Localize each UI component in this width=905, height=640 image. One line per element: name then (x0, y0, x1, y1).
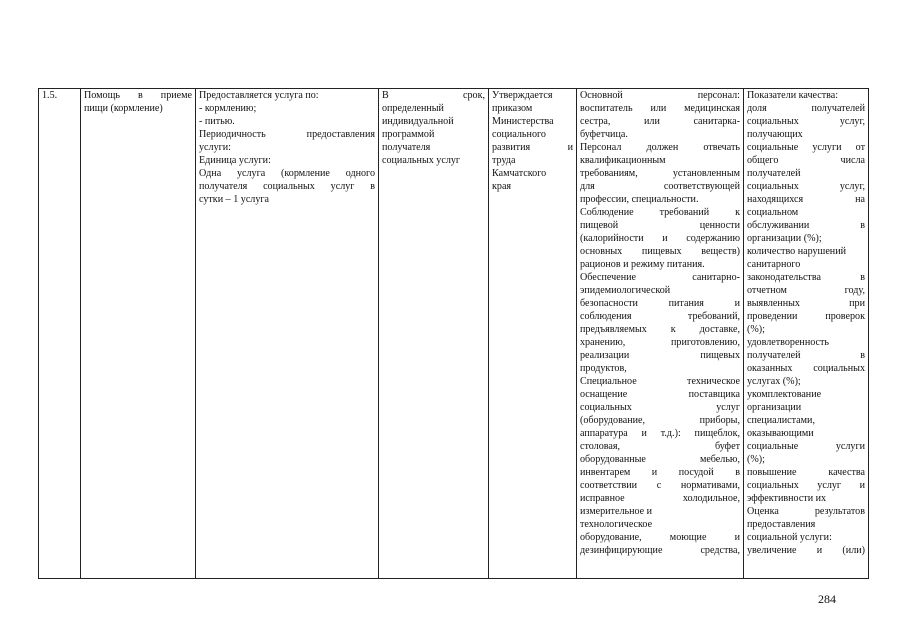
cell-line: эффективности их (747, 493, 827, 504)
cell-line: удовлетворенность (747, 337, 830, 348)
row-number: 1.5. (42, 90, 58, 101)
cell-line: аппаратура и т.д.): пищеблок, (580, 428, 740, 439)
cell-line: Оценка результатов (747, 506, 865, 517)
cell-line: Одна услуга (кормление одного (199, 168, 375, 179)
cell-conditions (577, 89, 744, 579)
cell-line: основных пищевых веществ) (580, 246, 740, 257)
cell-line: доля получателей (747, 103, 865, 114)
cell-line: социальных услуг, (747, 181, 865, 192)
cell-line: - кормлению; (199, 103, 257, 114)
cell-line: определенный (382, 103, 444, 114)
cell-line: реализации пищевых (580, 350, 740, 361)
cell-line: оборудованные мебелью, (580, 454, 740, 465)
cell-line: Камчатского (492, 168, 547, 179)
cell-line: оборудование, моющие и (580, 532, 740, 543)
cell-line: столовая, буфет (580, 441, 740, 452)
cell-line: социальном (747, 207, 799, 218)
cell-line: инвентарем и посудой в (580, 467, 740, 478)
cell-approval (489, 89, 577, 579)
cell-line: социальной услуги: (747, 532, 832, 543)
cell-line: края (492, 181, 512, 192)
cell-line: для соответствующей (580, 181, 740, 192)
cell-line: хранению, приготовлению, (580, 337, 740, 348)
cell-line: требованиям, установленным (580, 168, 740, 179)
cell-line: Помощь в приеме (84, 90, 192, 101)
cell-line: организации (%); (747, 233, 822, 244)
cell-line: социальных услуг (382, 155, 461, 166)
cell-line: воспитатель или медицинская (580, 103, 740, 114)
cell-line: оказанных социальных (747, 363, 865, 374)
cell-line: Основной персонал: (580, 90, 740, 101)
cell-line: соответствии с нормативами, (580, 480, 740, 491)
cell-line: дезинфицирующие средства, (580, 545, 740, 556)
cell-line: Министерства (492, 116, 554, 127)
cell-line: социального (492, 129, 546, 140)
cell-line: приказом (492, 103, 533, 114)
cell-line: Специальное техническое (580, 376, 740, 387)
cell-line: продуктов, (580, 363, 627, 374)
cell-line: организации (747, 402, 802, 413)
cell-line: измерительное и (580, 506, 653, 517)
cell-line: находящихся на (747, 194, 865, 205)
cell-line: услугах (%); (747, 376, 801, 387)
cell-line: Единица услуги: (199, 155, 271, 166)
cell-line: проведении проверок (747, 311, 865, 322)
cell-line: (оборудование, приборы, (580, 415, 740, 426)
cell-line: получателя (382, 142, 431, 153)
cell-line: Персонал должен отвечать (580, 142, 740, 153)
cell-line: санитарного (747, 259, 801, 270)
cell-line: Обеспечение санитарно- (580, 272, 740, 283)
cell-line: получателей (747, 168, 801, 179)
cell-line: пищевой ценности (580, 220, 740, 231)
cell-line: Предоставляется услуга по: (199, 90, 319, 101)
cell-line: (%); (747, 324, 765, 335)
cell-line: общего числа (747, 155, 865, 166)
cell-line: безопасности питания и (580, 298, 740, 309)
cell-line: исправное холодильное, (580, 493, 740, 504)
cell-line: оказывающими (747, 428, 814, 439)
cell-line: социальные услуги от (747, 142, 865, 153)
cell-number (39, 89, 81, 579)
cell-line: отчетном году, (747, 285, 865, 296)
cell-line: (калорийности и содержанию (580, 233, 740, 244)
cell-line: предоставления (747, 519, 816, 530)
cell-line: выявленных при (747, 298, 865, 309)
cell-line: Утверждается (492, 90, 553, 101)
services-table (38, 88, 869, 579)
cell-line: пищи (кормление) (84, 103, 163, 114)
cell-line: соблюдения требований, (580, 311, 740, 322)
cell-line: получателя социальных услуг в (199, 181, 375, 192)
cell-line: обслуживании в (747, 220, 865, 231)
cell-line: развития и (492, 142, 573, 153)
cell-indicators (744, 89, 869, 579)
cell-term (379, 89, 489, 579)
cell-line: Периодичность предоставления (199, 129, 375, 140)
cell-line: социальных услуг, (747, 116, 865, 127)
cell-line: квалификационным (580, 155, 666, 166)
cell-line: эпидемиологической (580, 285, 671, 296)
cell-line: индивидуальной (382, 116, 454, 127)
cell-line: Показатели качества: (747, 90, 839, 101)
cell-line: социальные услуги (747, 441, 865, 452)
cell-line: предъявляемых к доставке, (580, 324, 740, 335)
cell-line: укомплектование (747, 389, 822, 400)
cell-line: повышение качества (747, 467, 865, 478)
cell-line: социальных услуг и (747, 480, 865, 491)
cell-line: получателей в (747, 350, 865, 361)
cell-line: труда (492, 155, 516, 166)
cell-line: сутки – 1 услуга (199, 194, 270, 205)
cell-line: Соблюдение требований к (580, 207, 740, 218)
cell-line: специалистами, (747, 415, 815, 426)
cell-line: профессии, специальности. (580, 194, 699, 205)
cell-line: оснащение поставщика (580, 389, 740, 400)
cell-line: (%); (747, 454, 765, 465)
cell-line: получающих (747, 129, 803, 140)
page-number: 284 (818, 592, 836, 606)
cell-line: В срок, (382, 90, 485, 101)
table-row (39, 89, 869, 579)
cell-line: рационов и режиму питания. (580, 259, 705, 270)
cell-line: законодательства в (747, 272, 865, 283)
cell-line: буфетчица. (580, 129, 628, 140)
cell-line: - питью. (199, 116, 235, 127)
cell-line: технологическое (580, 519, 653, 530)
cell-line: количество нарушений (747, 246, 847, 257)
cell-line: сестра, или санитарка- (580, 116, 740, 127)
cell-line: программой (382, 129, 435, 140)
cell-line: социальных услуг (580, 402, 740, 413)
cell-line: увеличение и (или) (747, 545, 865, 556)
cell-line: услуги: (199, 142, 231, 153)
cell-description (196, 89, 379, 579)
cell-service-name (81, 89, 196, 579)
